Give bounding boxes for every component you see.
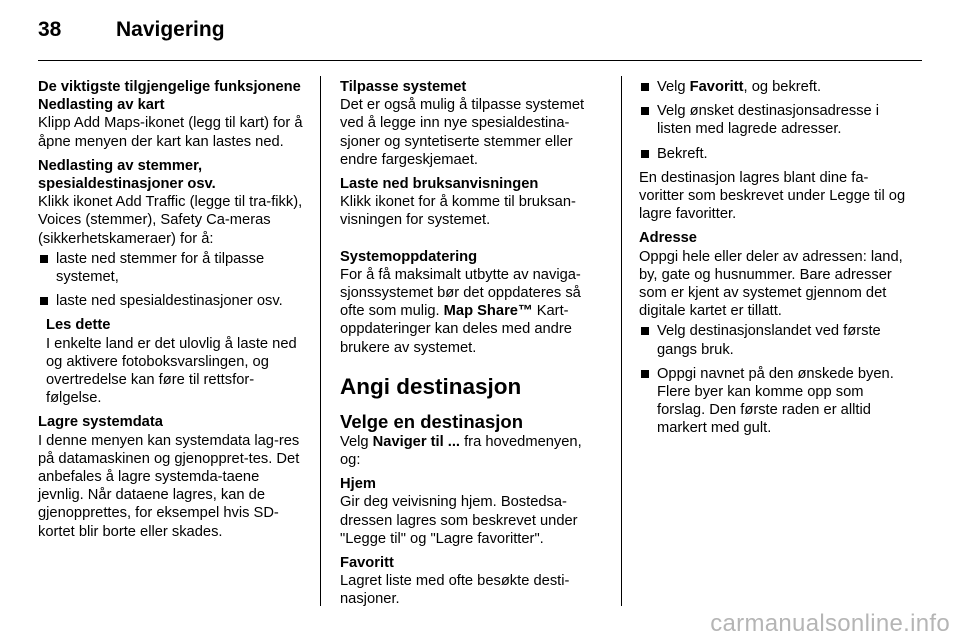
- section-voices: [38, 157, 304, 408]
- list-item: [639, 145, 907, 163]
- bullet-square-icon: [641, 150, 649, 158]
- customize-heading: Tilpasse systemet: [340, 79, 467, 95]
- bullet-square-icon: [641, 370, 649, 378]
- address-bullet-list: [639, 322, 907, 437]
- manual-text: Klikk ikonet for å komme til bruksan-visningen for systemet.: [340, 194, 576, 229]
- intro-heading: De viktigste tilgjengelige funksjonene: [38, 79, 301, 95]
- address-heading: Adresse: [639, 230, 697, 247]
- update-heading: Systemoppdatering: [340, 248, 478, 265]
- bullet-square-icon: [641, 107, 649, 115]
- section-home: [340, 475, 604, 548]
- select-text-part: Velg: [340, 433, 373, 450]
- update-text-part: For å få maksimalt utbytte av naviga-sjonssystemet bør det oppdateres så ofte som mulig.: [340, 266, 581, 320]
- column-divider-1: [320, 76, 321, 606]
- favorite-steps-list: [639, 78, 907, 163]
- section-favorite: [340, 554, 604, 609]
- bullet-text: Oppgi navnet på den ønskede byen. Flere byer kan komme opp som forslag. Den første raden er alltid markert med gult.: [657, 365, 894, 437]
- column-3: [639, 78, 907, 444]
- bullet-text: Bekreft.: [657, 145, 708, 162]
- bullet-text: laste ned spesialdestinasjoner osv.: [56, 293, 283, 310]
- address-text: Oppgi hele eller deler av adressen: land, by, gate og husnummer. Bare adresser som er kjent av systemet gjennom det digitale kartet er tillatt.: [639, 248, 903, 320]
- select-text: [340, 433, 604, 469]
- home-heading: Hjem: [340, 476, 376, 493]
- watermark: carmanualsonline.info: [710, 610, 950, 637]
- warning-note: [46, 316, 304, 407]
- favorite-heading: Favoritt: [340, 555, 394, 572]
- page-title: Navigering: [116, 18, 225, 41]
- list-item: [639, 78, 907, 96]
- header-divider: [38, 60, 922, 61]
- maps-text: Klipp Add Maps-ikonet (legg til kart) for å åpne menyen der kart kan lastes ned.: [38, 115, 303, 150]
- maps-heading: Nedlasting av kart: [38, 97, 165, 114]
- backup-heading: Lagre systemdata: [38, 414, 163, 431]
- section-backup: [38, 413, 304, 540]
- select-text-part: fra hovedmenyen, og:: [340, 433, 582, 469]
- bullet-text: Velg ønsket destinasjonsadresse i listen med lagrede adresser.: [657, 103, 880, 138]
- list-item: [639, 102, 907, 138]
- list-item: [38, 250, 304, 286]
- bullet-square-icon: [40, 255, 48, 263]
- column-divider-2: [621, 76, 622, 606]
- manual-heading: Laste ned bruksanvisningen: [340, 176, 539, 193]
- favorite-saved-text: En destinasjon lagres blant dine fa-voritter som beskrevet under Legge til og lagre favoritter.: [639, 169, 906, 223]
- section-customize: [340, 78, 604, 169]
- page-number: 38: [38, 18, 62, 41]
- note-text: I enkelte land er det ulovlig å laste ned og aktivere fotoboksvarslingen, og overtredelse kan føre til rettsfor-følgelse.: [46, 335, 297, 407]
- bullet-text: Velg destinasjonslandet ved første gangs bruk.: [657, 323, 881, 358]
- customize-text: Det er også mulig å tilpasse systemet ved å legge inn nye spesialdestina-sjoner og syntetiserte stemmer eller endre fargeskjemaet.: [340, 97, 585, 168]
- bullet-square-icon: [641, 327, 649, 335]
- navigate-to-term: Naviger til ...: [372, 433, 461, 450]
- section-address: [639, 229, 907, 437]
- bullet-text: laste ned stemmer for å tilpasse systemet,: [56, 250, 265, 286]
- backup-text: I denne menyen kan systemdata lag-res på datamaskinen og gjenoppret-tes. Det anbefales å lagre systemda-taene jevnlig. Når dataene lagres, kan de gjenopprettes, for eksempel hvis SD-kortet blir borte eller skades.: [38, 432, 300, 540]
- voices-heading: Nedlasting av stemmer, spesialdestinasjoner osv.: [38, 157, 216, 193]
- favorite-term: Favoritt: [689, 79, 744, 95]
- favorite-text: Lagret liste med ofte besøkte desti-nasjoner.: [340, 573, 570, 608]
- bullet-square-icon: [641, 83, 649, 91]
- map-share-term: Map Share™: [443, 303, 533, 320]
- update-text: [340, 266, 604, 357]
- note-heading: Les dette: [46, 317, 111, 334]
- section-maps: [38, 96, 304, 151]
- section-title: Angi destinasjon: [340, 373, 522, 399]
- bullet-text: Velg: [657, 79, 690, 95]
- list-item: [38, 292, 304, 310]
- list-item: [639, 365, 907, 438]
- bullet-square-icon: [40, 297, 48, 305]
- column-2: [340, 78, 604, 615]
- section-manual: [340, 175, 604, 230]
- section-update: [340, 248, 604, 357]
- page-header: [38, 18, 225, 50]
- voices-bullet-list: [38, 250, 304, 311]
- column-1: [38, 78, 304, 547]
- subsection-title: Velge en destinasjon: [340, 410, 524, 432]
- update-text-part: Kart-oppdateringer kan deles med andre brukere av systemet.: [340, 303, 572, 356]
- list-item: [639, 322, 907, 358]
- bullet-text: , og bekreft.: [743, 79, 822, 95]
- home-text: Gir deg veivisning hjem. Bostedsa-dressen lagres som beskrevet under "Legge til" og "Lagre favoritter".: [340, 494, 578, 547]
- voices-text: Klikk ikonet Add Traffic (legge til tra-fikk), Voices (stemmer), Safety Ca-meras (sikkerhetskameraer) for å:: [38, 194, 303, 247]
